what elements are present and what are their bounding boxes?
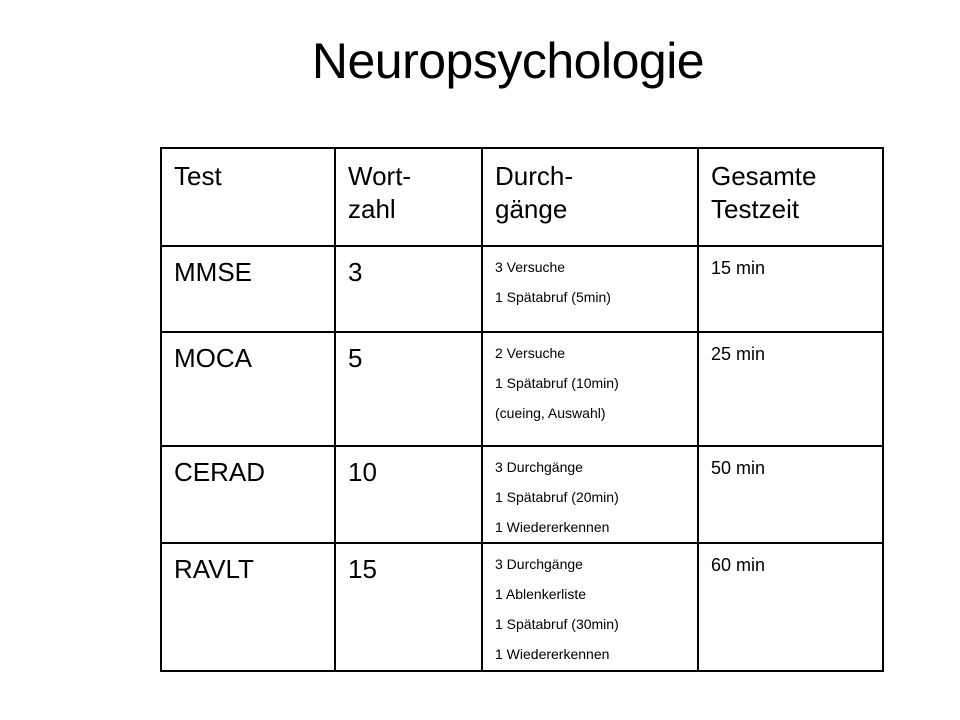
header-wortzahl bbox=[335, 148, 482, 246]
header-testzeit-line-1: Gesamte bbox=[711, 161, 817, 191]
testzeit-cell: 50 min bbox=[698, 446, 883, 543]
wortzahl-cell: 10 bbox=[335, 446, 482, 543]
test-name-cell: CERAD bbox=[161, 446, 335, 543]
durchgaenge-cell bbox=[482, 246, 698, 332]
wortzahl-cell: 5 bbox=[335, 332, 482, 446]
testzeit-cell: 25 min bbox=[698, 332, 883, 446]
header-durchgaenge-line-2: gänge bbox=[495, 194, 568, 224]
durchgaenge-cell bbox=[482, 543, 698, 671]
detail-line: 2 Versuche bbox=[495, 345, 566, 361]
detail-line: 3 Durchgänge bbox=[495, 459, 583, 475]
detail-line: 1 Ablenkerliste bbox=[495, 586, 587, 602]
wortzahl-cell: 3 bbox=[335, 246, 482, 332]
detail-line: 1 Spätabruf (5min) bbox=[495, 289, 611, 305]
detail-line: 3 Versuche bbox=[495, 259, 566, 275]
table-header-row bbox=[161, 148, 883, 246]
header-wortzahl-line-1: Wort- bbox=[348, 161, 412, 191]
table-row bbox=[161, 246, 883, 332]
detail-line: 1 Wiedererkennen bbox=[495, 646, 610, 662]
header-wortzahl-line-2: zahl bbox=[348, 194, 396, 224]
test-name-cell: MOCA bbox=[161, 332, 335, 446]
detail-line: 1 Spätabruf (20min) bbox=[495, 489, 619, 505]
testzeit-cell: 60 min bbox=[698, 543, 883, 671]
durchgaenge-cell bbox=[482, 446, 698, 543]
header-durchgaenge bbox=[482, 148, 698, 246]
test-name-cell: MMSE bbox=[161, 246, 335, 332]
test-name-cell: RAVLT bbox=[161, 543, 335, 671]
header-testzeit bbox=[698, 148, 883, 246]
detail-line: 1 Spätabruf (30min) bbox=[495, 616, 619, 632]
table-row bbox=[161, 446, 883, 543]
header-durchgaenge-line-1: Durch- bbox=[495, 161, 574, 191]
slide-title: Neuropsychologie bbox=[311, 33, 705, 89]
header-testzeit-line-2: Testzeit bbox=[711, 194, 800, 224]
header-test-line: Test bbox=[174, 161, 222, 191]
table-row bbox=[161, 543, 883, 671]
testzeit-cell: 15 min bbox=[698, 246, 883, 332]
header-test bbox=[161, 148, 335, 246]
detail-line: 1 Spätabruf (10min) bbox=[495, 375, 619, 391]
wortzahl-cell: 15 bbox=[335, 543, 482, 671]
durchgaenge-cell bbox=[482, 332, 698, 446]
detail-line: 1 Wiedererkennen bbox=[495, 519, 610, 535]
table-row bbox=[161, 332, 883, 446]
test-comparison-table bbox=[160, 147, 884, 672]
detail-line: (cueing, Auswahl) bbox=[495, 405, 606, 421]
detail-line: 3 Durchgänge bbox=[495, 556, 583, 572]
